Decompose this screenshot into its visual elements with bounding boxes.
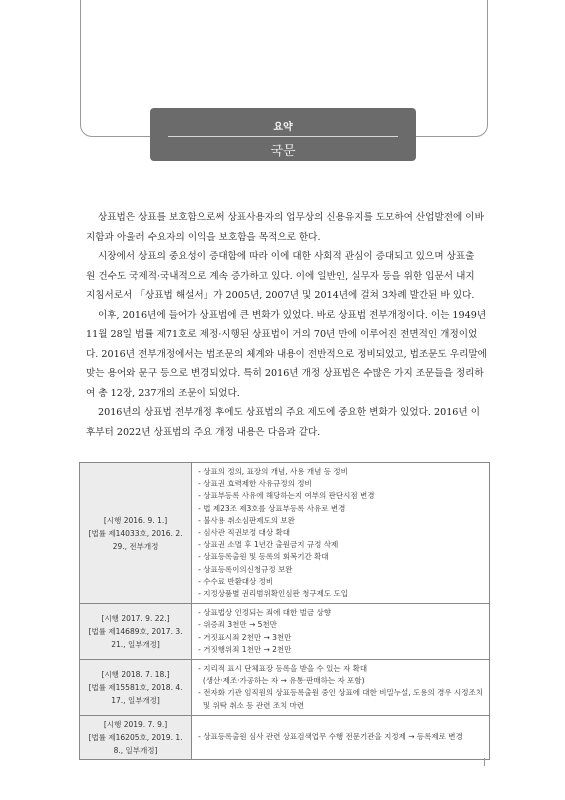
paragraph [86, 247, 490, 306]
change-item: - 상표등록이의신청규정 보완 [198, 564, 293, 574]
change-item: - 거짓표시죄 2천만 → 3천만 [198, 632, 292, 642]
enforcement-cell [80, 715, 192, 759]
summary-body [86, 208, 490, 442]
paragraph [86, 208, 490, 247]
enforcement-line: [시행 2016. 9. 1.] [103, 515, 168, 525]
change-item: - 상표권 소멸 후 1년간 출원금지 규정 삭제 [198, 540, 339, 550]
change-item: 및 위탁 취소 등 관련 조치 마련 [198, 700, 305, 710]
change-item: - 지정상품별 권리범위확인심판 청구제도 도입 [198, 589, 349, 599]
enforcement-line: [법률 제14033호, 2016. 2. [88, 528, 183, 538]
page-marker [484, 758, 488, 766]
enforcement-line: [법률 제14689호, 2017. 3. [88, 627, 183, 637]
change-item: (생산·제조·가공하는 자 → 유통·판매하는 자 포함) [198, 676, 365, 686]
section-title: 국문 [270, 144, 296, 159]
paragraph-line: 후부터 2022년 상표법의 주요 개정 내용은 다음과 같다. [86, 426, 321, 438]
paragraph [86, 306, 490, 404]
change-item: - 상표권 효력제한 사유규정의 정비 [198, 479, 312, 489]
change-item: - 상표등록출원 심사 관련 상표검색업무 수행 전문기관을 지정제 → 등록제로 변경 [198, 732, 463, 742]
change-item: - 위증죄 3천만 → 5천만 [198, 620, 277, 630]
paragraph-line: 지침서로서 「상표법 해설서」가 2005년, 2007년 및 2014년에 걸쳐 3차례 발간된 바 있다. [86, 290, 475, 301]
enforcement-line: 21., 일부개정] [111, 640, 160, 650]
changes-cell [192, 715, 490, 759]
change-item: - 수수료 반환대상 정비 [198, 576, 274, 586]
enforcement-line: [시행 2017. 9. 22.] [101, 614, 170, 624]
change-item: - 상표등록출원 및 등록의 회복기간 확대 [198, 552, 329, 562]
change-item: - 거짓행위죄 1천만 → 2천만 [198, 644, 292, 654]
change-item: - 불사용 취소심판제도의 보완 [198, 515, 295, 525]
paragraph-line: 이후, 2016년에 들어가 상표법에 큰 변화가 있었다. 바로 상표법 전부개정이다. 이는 1949년 [98, 309, 487, 321]
enforcement-cell [80, 604, 192, 660]
changes-cell [192, 660, 490, 716]
paragraph-line: 다. 2016년 전부개정에서는 법조문의 체계와 내용이 전반적으로 정비되었고, 법조문도 우리말에 [86, 348, 487, 360]
enforcement-cell [80, 463, 192, 604]
paragraph-line: 여 총 12장, 237개의 조문이 되었다. [86, 387, 240, 399]
paragraph-line: 시장에서 상표의 중요성이 증대함에 따라 이에 대한 사회적 관심이 증대되고 있으며 상표출 [98, 251, 475, 262]
table-row [80, 604, 490, 660]
paragraph-line: 맞는 용어와 문구 등으로 변경되었다. 특히 2016년 개정 상표법은 수많은 가지 조문들을 정리하 [86, 368, 484, 379]
changes-cell [192, 604, 490, 660]
amendment-table [79, 462, 490, 760]
table-row [80, 660, 490, 716]
enforcement-line: 29., 전부개정 [112, 541, 159, 551]
changes-cell [192, 463, 490, 604]
enforcement-line: [시행 2018. 7. 18.] [101, 669, 170, 679]
change-item: - 심사관 직권보정 대상 확대 [198, 528, 291, 538]
paragraph-line: 상표법은 상표를 보호함으로써 상표사용자의 업무상의 신용유지를 도모하여 산업발전에 이바 [98, 212, 484, 223]
section-label: 요약 [273, 122, 293, 133]
section-banner [150, 108, 416, 161]
enforcement-cell [80, 660, 192, 716]
paragraph [86, 403, 490, 442]
paragraph-line: 11월 28일 법률 제71호로 제정·시행된 상표법이 거의 70년 만에 이루어진 전면적인 개정이었 [86, 329, 478, 340]
enforcement-line: [법률 제15581호, 2018. 4. [88, 682, 183, 692]
enforcement-line: 8., 일부개정] [113, 745, 158, 755]
change-item: - 상표법상 인정되는 죄에 대한 벌금 상향 [198, 608, 332, 618]
change-item: - 지리적 표시 단체표장 등록을 받을 수 있는 자 확대 [198, 664, 368, 674]
enforcement-line: [시행 2019. 7. 9.] [103, 719, 168, 729]
banner-divider [168, 136, 398, 137]
enforcement-line: 17., 일부개정] [111, 695, 160, 705]
table-row [80, 715, 490, 759]
change-item: - 상표의 정의, 표장의 개념, 사용 개념 등 정비 [198, 467, 348, 476]
change-item: - 법 제23조 제3호를 상표부등록 사유로 변경 [198, 503, 346, 513]
table-row [80, 463, 490, 604]
paragraph-line: 2016년의 상표법 전부개정 후에도 상표법의 주요 제도에 중요한 변화가 있었다. 2016년 이 [98, 407, 480, 418]
paragraph-line: 원 건수도 국제적·국내적으로 계속 증가하고 있다. 이에 일반인, 실무자 등을 위한 입문서 내지 [86, 270, 475, 282]
paragraph-line: 지함과 아울러 수요자의 이익을 보호함을 목적으로 한다. [86, 231, 321, 243]
change-item: - 상표부등록 사유에 해당하는지 여부의 판단시점 변경 [198, 491, 375, 501]
change-item: - 전자화 기관 임직원의 상표등록출원 중인 상표에 대한 비밀누설, 도용의 경우 시정조치 [198, 688, 483, 698]
enforcement-line: [법률 제16205호, 2019. 1. [88, 732, 183, 742]
